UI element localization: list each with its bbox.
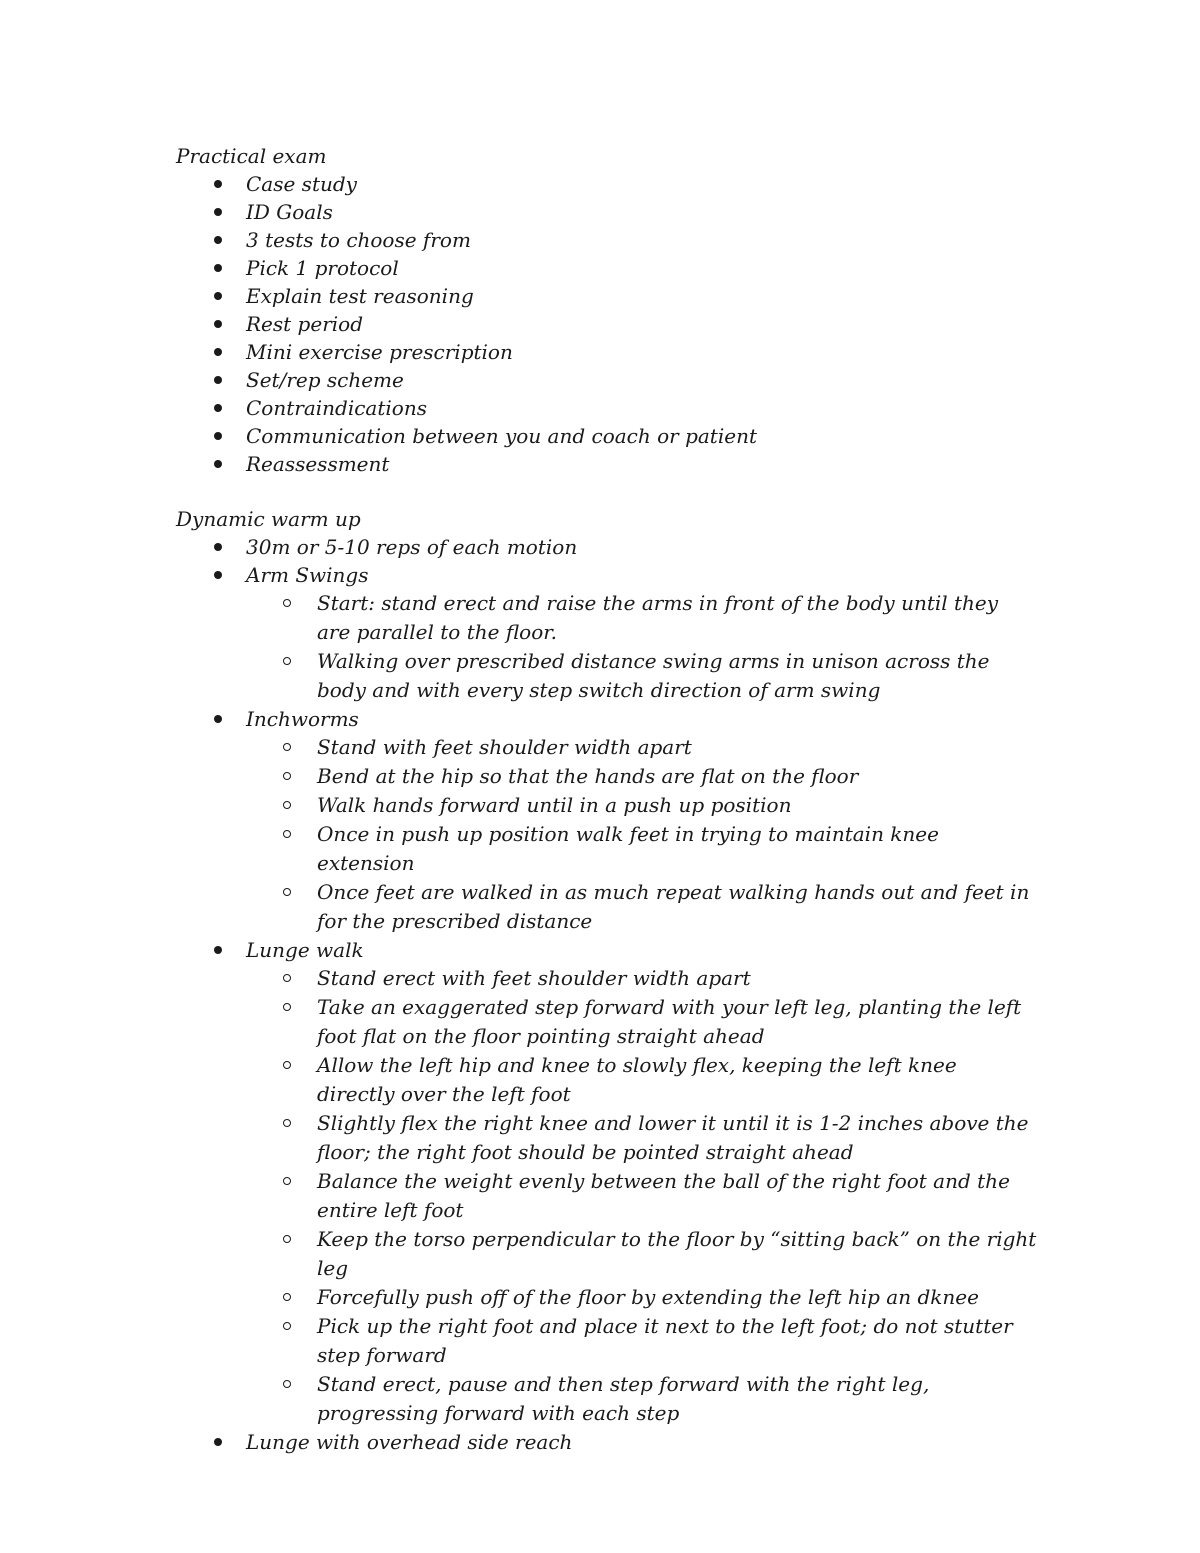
list-item-text: Reassessment (246, 452, 390, 476)
sub-list-item-text: Walk hands forward until in a push up position (317, 793, 792, 817)
sub-list-item (246, 1312, 1036, 1370)
hollow-circle-bullet-icon (283, 974, 291, 982)
sub-list-item (246, 762, 1036, 791)
sub-list-item (246, 1109, 1036, 1167)
list-item (176, 170, 1036, 198)
sub-list-item (246, 733, 1036, 762)
sub-list-item-text: Stand with feet shoulder width apart (317, 735, 692, 759)
list-item-text: ID Goals (246, 200, 333, 224)
list-item (176, 936, 1036, 1428)
sub-list-item (246, 1283, 1036, 1312)
sub-list-item-text: Keep the torso perpendicular to the floor by “sitting back” on the right leg (317, 1227, 1037, 1280)
sub-list-item (246, 820, 1036, 878)
list-item-text: 30m or 5-10 reps of each motion (246, 535, 578, 559)
sub-list-item-text: Take an exaggerated step forward with your left leg, planting the left foot flat on the floor pointing straight ahead (317, 995, 1022, 1048)
hollow-circle-bullet-icon (283, 1235, 291, 1243)
list-item (176, 226, 1036, 254)
hollow-circle-bullet-icon (283, 1003, 291, 1011)
sub-list-item (246, 1225, 1036, 1283)
list-item (176, 198, 1036, 226)
sub-list-item-text: Start: stand erect and raise the arms in front of the body until they are parallel to the floor. (317, 591, 999, 644)
list-item-text: Lunge walk (246, 938, 364, 962)
list-item (176, 1428, 1036, 1456)
hollow-circle-bullet-icon (283, 1322, 291, 1330)
list-item (176, 450, 1036, 478)
sub-list-item-text: Once feet are walked in as much repeat walking hands out and feet in for the prescribed distance (317, 880, 1030, 933)
section-heading: Dynamic warm up (176, 507, 361, 531)
bullet-icon (214, 208, 222, 216)
sub-list-item-text: Slightly flex the right knee and lower it until it is 1-2 inches above the floor; the right foot should be pointed straight ahead (317, 1111, 1029, 1164)
hollow-circle-bullet-icon (283, 801, 291, 809)
hollow-circle-bullet-icon (283, 888, 291, 896)
sub-list-item-text: Bend at the hip so that the hands are flat on the floor (317, 764, 859, 788)
bullet-icon (214, 180, 222, 188)
sub-list-item-text: Once in push up position walk feet in trying to maintain knee extension (317, 822, 939, 875)
bullet-icon (214, 264, 222, 272)
list-item (176, 533, 1036, 561)
list-item-text: 3 tests to choose from (246, 228, 471, 252)
hollow-circle-bullet-icon (283, 599, 291, 607)
list-item (176, 366, 1036, 394)
bullet-icon (214, 348, 222, 356)
hollow-circle-bullet-icon (283, 1119, 291, 1127)
sub-list-item (246, 1370, 1036, 1428)
list-item (176, 310, 1036, 338)
list-item (176, 561, 1036, 705)
sub-list-item (246, 791, 1036, 820)
sub-list-item-text: Balance the weight evenly between the ball of the right foot and the entire left foot (317, 1169, 1010, 1222)
hollow-circle-bullet-icon (283, 1380, 291, 1388)
list-item-text: Contraindications (246, 396, 427, 420)
document-page (176, 142, 1036, 1456)
sub-list-item-text: Pick up the right foot and place it next to the left foot; do not stutter step forward (317, 1314, 1013, 1367)
sub-list-item-text: Walking over prescribed distance swing arms in unison across the body and with every step switch direction of arm swing (317, 649, 990, 702)
bullet-icon (214, 376, 222, 384)
list-item-text: Explain test reasoning (246, 284, 474, 308)
sub-list-item (246, 647, 1036, 705)
sub-list (246, 589, 1036, 705)
hollow-circle-bullet-icon (283, 657, 291, 665)
list-item (176, 394, 1036, 422)
list-item (176, 254, 1036, 282)
hollow-circle-bullet-icon (283, 1061, 291, 1069)
hollow-circle-bullet-icon (283, 743, 291, 751)
sub-list-item (246, 1051, 1036, 1109)
list-item (176, 338, 1036, 366)
bullet-list (176, 170, 1036, 478)
list-item-text: Set/rep scheme (246, 368, 404, 392)
bullet-icon (214, 432, 222, 440)
sub-list (246, 733, 1036, 936)
section-spacer (176, 478, 1036, 505)
hollow-circle-bullet-icon (283, 1177, 291, 1185)
list-item-text: Arm Swings (246, 563, 369, 587)
list-item-text: Rest period (246, 312, 363, 336)
list-item (176, 422, 1036, 450)
sub-list-item-text: Stand erect with feet shoulder width apart (317, 966, 751, 990)
bullet-icon (214, 571, 222, 579)
sub-list-item (246, 964, 1036, 993)
list-item-text: Case study (246, 172, 357, 196)
sub-list-item-text: Allow the left hip and knee to slowly flex, keeping the left knee directly over the left foot (317, 1053, 957, 1106)
section-heading: Practical exam (176, 144, 327, 168)
sub-list-item (246, 878, 1036, 936)
hollow-circle-bullet-icon (283, 830, 291, 838)
sub-list-item-text: Forcefully push off of the floor by extending the left hip an dknee (317, 1285, 979, 1309)
list-item (176, 705, 1036, 936)
list-item-text: Mini exercise prescription (246, 340, 513, 364)
bullet-icon (214, 320, 222, 328)
sub-list-item-text: Stand erect, pause and then step forward with the right leg, progressing forward with each step (317, 1372, 930, 1425)
sub-list (246, 964, 1036, 1428)
bullet-icon (214, 292, 222, 300)
bullet-icon (214, 236, 222, 244)
bullet-list (176, 533, 1036, 1456)
bullet-icon (214, 460, 222, 468)
bullet-icon (214, 715, 222, 723)
sub-list-item (246, 1167, 1036, 1225)
list-item-text: Communication between you and coach or patient (246, 424, 757, 448)
hollow-circle-bullet-icon (283, 772, 291, 780)
bullet-icon (214, 404, 222, 412)
bullet-icon (214, 946, 222, 954)
list-item-text: Inchworms (246, 707, 359, 731)
bullet-icon (214, 543, 222, 551)
bullet-icon (214, 1438, 222, 1446)
list-item-text: Lunge with overhead side reach (246, 1430, 573, 1454)
hollow-circle-bullet-icon (283, 1293, 291, 1301)
sub-list-item (246, 589, 1036, 647)
list-item-text: Pick 1 protocol (246, 256, 399, 280)
list-item (176, 282, 1036, 310)
sub-list-item (246, 993, 1036, 1051)
